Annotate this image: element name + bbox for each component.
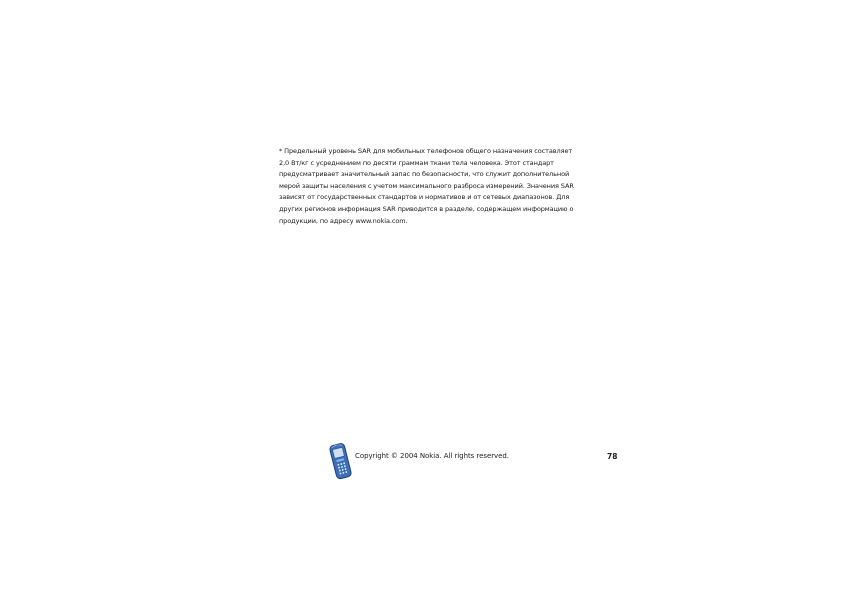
nokia-phone-icon <box>327 442 355 480</box>
footnote-line: продукции, по адресу www.nokia.com. <box>279 216 408 225</box>
copyright-text: Copyright © 2004 Nokia. All rights reserved. <box>355 452 509 460</box>
footnote-line: 2,0 Вт/кг с усреднением по десяти граммам ткани тела человека. Этот стандарт <box>279 158 554 167</box>
footnote-line: мерой защиты населения с учетом максимального разброса измерений. Значения SAR <box>279 181 574 190</box>
footnote-line: других регионов информация SAR приводится в разделе, содержащем информацию о <box>279 204 574 213</box>
footnote-line: зависят от государственных стандартов и нормативов и от сетевых диапазонов. Для <box>279 193 570 202</box>
page-footer <box>327 442 627 482</box>
footnote-line: * Предельный уровень SAR для мобильных телефонов общего назначения составляет <box>279 147 573 155</box>
footnote-line: предусматривает значительный запас по безопасности, что служит дополнительной <box>279 170 570 179</box>
sar-footnote <box>279 146 574 227</box>
page-number: 78 <box>607 452 618 461</box>
